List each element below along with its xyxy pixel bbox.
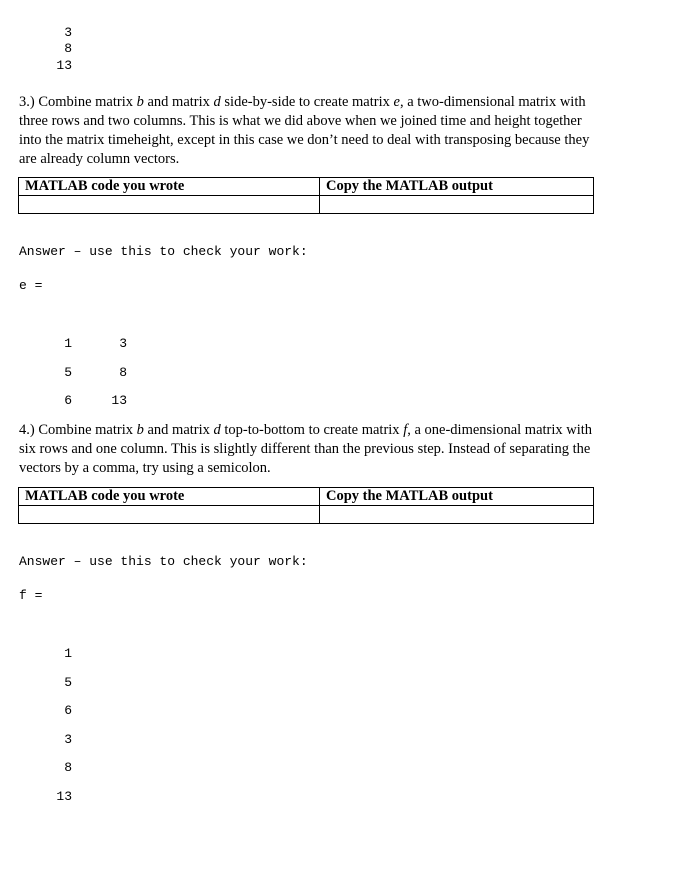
answer-table-q4: [18, 487, 594, 524]
output-value: 3: [64, 25, 72, 40]
table-header-code: MATLAB code you wrote: [19, 178, 320, 196]
question-4-text: 4.) Combine matrix b and matrix d top-to-bottom to create matrix f, a one-dimensional matrix with six rows and one column. This is slightly different than the previous step. Instead of separating the vectors by a comma, try using a semicolon.: [19, 422, 593, 476]
e-cell: 1: [64, 336, 72, 351]
e-cell: 3: [119, 336, 127, 351]
e-cell: 5: [64, 365, 72, 380]
f-value: 13: [56, 789, 72, 804]
f-label: f =: [19, 588, 43, 603]
output-entry-cell[interactable]: [320, 196, 594, 214]
code-entry-cell[interactable]: [19, 506, 320, 524]
output-entry-cell[interactable]: [320, 506, 594, 524]
e-label: e =: [19, 278, 43, 293]
f-value: 8: [64, 760, 72, 775]
e-cell: 13: [111, 393, 127, 408]
output-value: 13: [56, 58, 72, 73]
output-value: 8: [64, 41, 72, 56]
table-header-output: Copy the MATLAB output: [320, 488, 594, 506]
f-value: 5: [64, 675, 72, 690]
question-3-text: 3.) Combine matrix b and matrix d side-by-side to create matrix e, a two-dimensional matrix with three rows and two columns. This is what we did above when we joined time and height together into the matrix timeheight, except in this case we don’t need to deal with transposing because they are already column vectors.: [19, 94, 590, 167]
table-header-code: MATLAB code you wrote: [19, 488, 320, 506]
e-cell: 8: [119, 365, 127, 380]
code-entry-cell[interactable]: [19, 196, 320, 214]
answer-label: Answer – use this to check your work:: [19, 554, 308, 569]
e-cell: 6: [64, 393, 72, 408]
answer-table-q3: [18, 177, 594, 214]
f-value: 1: [64, 646, 72, 661]
answer-label: Answer – use this to check your work:: [19, 244, 308, 259]
f-value: 3: [64, 732, 72, 747]
f-value: 6: [64, 703, 72, 718]
table-header-output: Copy the MATLAB output: [320, 178, 594, 196]
